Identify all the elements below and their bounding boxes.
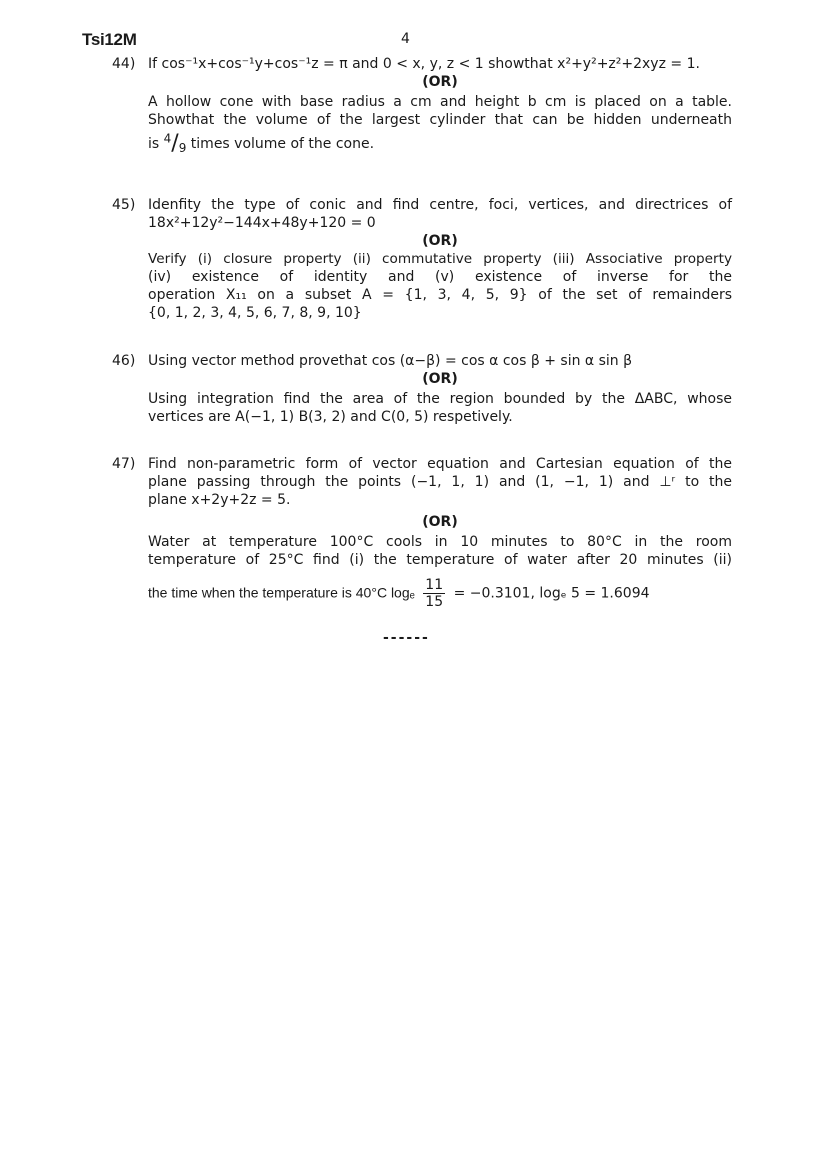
question-text: If cos⁻¹x+cos⁻¹y+cos⁻¹z = π and 0 < x, y, z < 1 showthat x²+y²+z²+2xyz = 1. bbox=[148, 56, 700, 72]
end-of-paper-mark: ------ bbox=[383, 630, 430, 646]
question-body bbox=[148, 196, 732, 322]
alt-text-line: Showthat the volume of the largest cylinder that can be hidden underneath bbox=[148, 112, 732, 128]
fraction-denominator: 9 bbox=[178, 140, 187, 155]
alt-text-line: (iv) existence of identity and (v) existence of inverse for the bbox=[148, 269, 732, 285]
alt-text-line: Water at temperature 100°C cools in 10 minutes to 80°C in the room bbox=[148, 534, 732, 550]
question-body bbox=[148, 352, 732, 426]
or-separator: (OR) bbox=[422, 371, 458, 387]
alt-text-line: vertices are A(−1, 1) B(3, 2) and C(0, 5) respetively. bbox=[148, 409, 513, 425]
question-number: 44) bbox=[112, 56, 136, 72]
question-text: Using vector method provethat cos (α−β) = cos α cos β + sin α sin β bbox=[148, 353, 633, 369]
question-text: plane passing through the points (−1, 1, 1) and (1, −1, 1) and ⊥ʳ to the bbox=[148, 474, 732, 490]
paper-code: Tsi12M bbox=[82, 30, 137, 49]
or-separator: (OR) bbox=[422, 233, 458, 249]
question-text: Find non-parametric form of vector equation and Cartesian equation of the bbox=[148, 456, 732, 472]
alt-text-line: temperature of 25°C find (i) the temperature of water after 20 minutes (ii) bbox=[148, 552, 732, 568]
alt-text-line: Verify (i) closure property (ii) commutative property (iii) Associative property bbox=[148, 251, 732, 267]
alt-text-line: operation X₁₁ on a subset A = {1, 3, 4, 5, 9} of the set of remainders bbox=[148, 287, 732, 303]
question-text: 18x²+12y²−144x+48y+120 = 0 bbox=[148, 215, 376, 231]
alt-text-line: Using integration find the area of the region bounded by the ΔABC, whose bbox=[148, 391, 732, 407]
question-text: Idenfity the type of conic and find centre, foci, vertices, and directrices of bbox=[148, 197, 732, 213]
fraction-denominator: 15 bbox=[425, 594, 444, 610]
alt-text-line: A hollow cone with base radius a cm and height b cm is placed on a table. bbox=[148, 94, 732, 110]
question-number: 45) bbox=[112, 197, 136, 213]
question-number: 47) bbox=[112, 456, 136, 472]
question-number: 46) bbox=[112, 353, 136, 369]
question-text: plane x+2y+2z = 5. bbox=[148, 492, 291, 508]
alt-text-line bbox=[148, 577, 732, 610]
text-fragment: = −0.3101, logₑ 5 = 1.6094 bbox=[453, 585, 650, 602]
page-number: 4 bbox=[401, 31, 410, 47]
fraction-numerator: 11 bbox=[425, 577, 444, 593]
alt-text-line: {0, 1, 2, 3, 4, 5, 6, 7, 8, 9, 10} bbox=[148, 305, 362, 321]
or-separator: (OR) bbox=[422, 514, 458, 530]
question-body bbox=[148, 455, 732, 610]
text-fragment: the time when the temperature is 40°C logₑ bbox=[148, 584, 415, 601]
fraction-slash: / bbox=[171, 131, 179, 156]
question-body bbox=[148, 55, 732, 156]
fraction bbox=[423, 577, 445, 610]
text-fragment: times volume of the cone. bbox=[190, 136, 375, 152]
fraction-numerator: 4 bbox=[163, 131, 172, 146]
alt-text-line bbox=[148, 131, 732, 156]
or-separator: (OR) bbox=[422, 74, 458, 90]
text-fragment: is bbox=[148, 136, 160, 152]
